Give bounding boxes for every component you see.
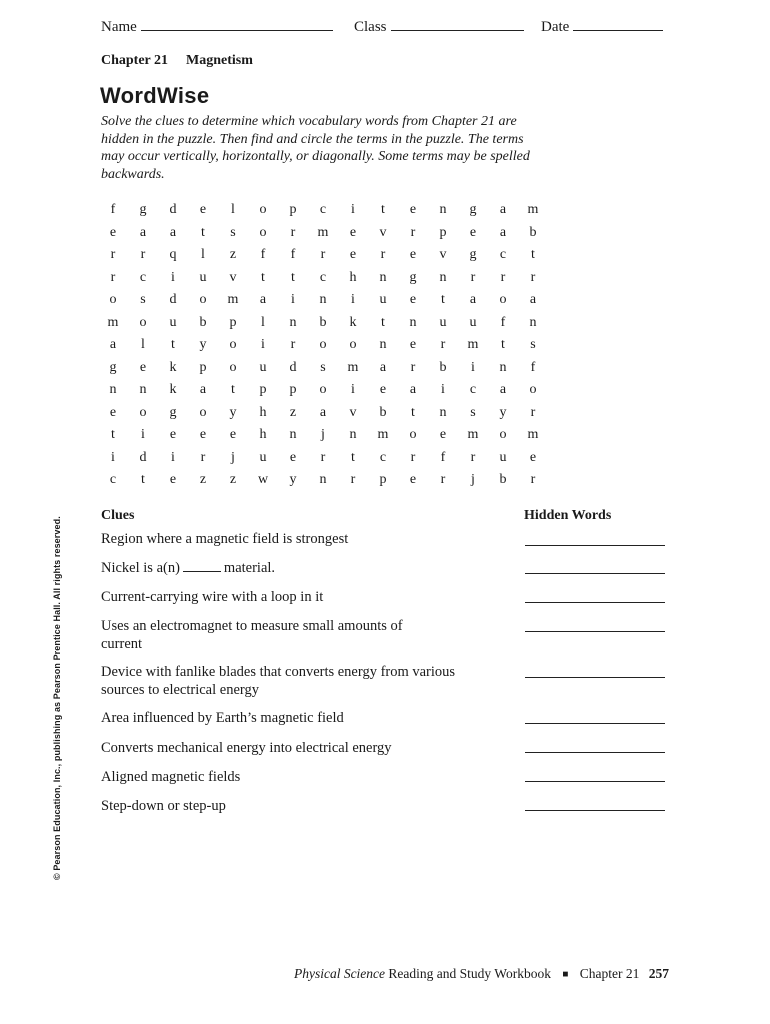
- grid-letter[interactable]: t: [501, 337, 505, 352]
- name-blank[interactable]: [141, 18, 333, 31]
- grid-letter[interactable]: e: [349, 224, 357, 240]
- grid-letter[interactable]: e: [109, 404, 117, 420]
- grid-row: [98, 469, 548, 492]
- chapter-heading: [101, 53, 253, 69]
- grid-letter[interactable]: g: [409, 269, 417, 285]
- grid-letter[interactable]: t: [381, 202, 385, 217]
- grid-letter[interactable]: t: [411, 404, 415, 420]
- grid-row: [98, 379, 548, 402]
- clue-text: Current-carrying wire with a loop in it: [101, 589, 324, 605]
- grid-letter[interactable]: o: [319, 337, 327, 352]
- grid-letter[interactable]: t: [141, 472, 145, 487]
- answer-line-8[interactable]: [525, 781, 665, 782]
- answer-line-2[interactable]: [525, 573, 665, 574]
- grid-row: [98, 424, 548, 447]
- grid-letter[interactable]: r: [290, 337, 296, 352]
- grid-letter[interactable]: c: [499, 247, 507, 262]
- class-field[interactable]: [354, 18, 524, 36]
- grid-letter[interactable]: r: [140, 247, 146, 262]
- grid-letter[interactable]: o: [199, 292, 207, 307]
- page-footer: [294, 966, 669, 982]
- grid-row: [98, 312, 548, 335]
- bullet-icon: ■: [562, 969, 569, 981]
- grid-letter[interactable]: r: [110, 247, 116, 262]
- grid-letter[interactable]: e: [109, 224, 117, 240]
- grid-letter[interactable]: u: [259, 359, 267, 375]
- grid-letter[interactable]: a: [169, 224, 177, 240]
- grid-letter[interactable]: o: [139, 314, 147, 330]
- clue-2: [101, 560, 491, 578]
- grid-letter[interactable]: e: [199, 202, 207, 217]
- clue-9: [101, 798, 491, 816]
- grid-row: [98, 289, 548, 312]
- grid-letter[interactable]: m: [527, 427, 539, 442]
- clue-6: [101, 710, 491, 728]
- grid-letter[interactable]: u: [499, 449, 507, 465]
- answer-line-1[interactable]: [525, 545, 665, 546]
- grid-letter[interactable]: i: [441, 382, 445, 397]
- grid-letter[interactable]: r: [470, 449, 476, 465]
- grid-letter[interactable]: l: [141, 337, 145, 352]
- grid-letter[interactable]: o: [229, 359, 237, 375]
- grid-letter[interactable]: h: [259, 427, 267, 442]
- grid-letter[interactable]: c: [319, 202, 327, 217]
- grid-letter[interactable]: r: [410, 359, 416, 375]
- grid-letter[interactable]: n: [139, 382, 147, 397]
- grid-letter[interactable]: g: [139, 202, 147, 217]
- grid-letter[interactable]: b: [379, 404, 387, 420]
- grid-letter[interactable]: n: [409, 314, 417, 330]
- grid-letter[interactable]: n: [319, 292, 327, 307]
- grid-letter[interactable]: s: [320, 359, 326, 375]
- grid-letter[interactable]: r: [530, 404, 536, 420]
- clues-heading: Clues: [101, 508, 135, 523]
- grid-letter[interactable]: y: [499, 404, 507, 420]
- grid-letter[interactable]: m: [377, 427, 389, 442]
- grid-letter[interactable]: r: [440, 472, 446, 487]
- grid-letter[interactable]: a: [259, 292, 267, 307]
- grid-letter[interactable]: w: [257, 472, 269, 487]
- grid-letter[interactable]: v: [229, 269, 237, 285]
- clue-text: Device with fanlike blades that converts energy from various sources to electrical energy: [101, 664, 456, 698]
- grid-letter[interactable]: b: [319, 314, 327, 330]
- grid-letter[interactable]: r: [320, 449, 326, 465]
- grid-letter[interactable]: e: [229, 427, 237, 442]
- grid-letter[interactable]: f: [260, 247, 266, 262]
- grid-letter[interactable]: r: [290, 224, 296, 240]
- grid-letter[interactable]: t: [231, 382, 235, 397]
- grid-letter[interactable]: b: [439, 359, 447, 375]
- name-label: Name: [101, 19, 137, 35]
- clue-4: [101, 618, 446, 653]
- grid-letter[interactable]: u: [439, 314, 447, 330]
- grid-letter[interactable]: i: [291, 292, 295, 307]
- footer-book-subtitle: Reading and Study Workbook: [388, 966, 551, 981]
- grid-letter[interactable]: a: [529, 292, 537, 307]
- grid-letter[interactable]: k: [169, 382, 177, 397]
- grid-letter[interactable]: n: [349, 427, 357, 442]
- grid-letter[interactable]: a: [499, 202, 507, 217]
- grid-letter[interactable]: j: [471, 472, 475, 487]
- answer-line-6[interactable]: [525, 723, 665, 724]
- grid-letter[interactable]: a: [319, 404, 327, 420]
- grid-letter[interactable]: b: [199, 314, 207, 330]
- grid-letter[interactable]: f: [500, 314, 506, 330]
- clue-7: [101, 740, 491, 758]
- grid-letter[interactable]: t: [201, 224, 205, 240]
- grid-letter[interactable]: e: [469, 224, 477, 240]
- grid-letter[interactable]: i: [171, 269, 175, 285]
- class-blank[interactable]: [391, 18, 524, 31]
- answer-line-3[interactable]: [525, 602, 665, 603]
- grid-letter[interactable]: r: [320, 247, 326, 262]
- grid-letter[interactable]: y: [229, 404, 237, 420]
- grid-letter[interactable]: z: [289, 404, 297, 420]
- grid-letter[interactable]: i: [351, 382, 355, 397]
- grid-letter[interactable]: v: [439, 247, 447, 262]
- grid-letter[interactable]: s: [530, 337, 536, 352]
- grid-row: [98, 334, 548, 357]
- grid-letter[interactable]: i: [261, 337, 265, 352]
- grid-letter[interactable]: a: [499, 224, 507, 240]
- grid-letter[interactable]: u: [199, 269, 207, 285]
- grid-letter[interactable]: k: [169, 359, 177, 375]
- date-label: Date: [541, 19, 570, 35]
- grid-letter[interactable]: e: [379, 382, 387, 397]
- name-field[interactable]: [101, 18, 333, 36]
- grid-letter[interactable]: e: [409, 337, 417, 352]
- grid-letter[interactable]: g: [469, 247, 477, 262]
- grid-letter[interactable]: o: [529, 382, 537, 397]
- grid-row: [98, 244, 548, 267]
- grid-letter[interactable]: i: [471, 359, 475, 375]
- grid-letter[interactable]: n: [379, 337, 387, 352]
- grid-letter[interactable]: e: [169, 472, 177, 487]
- grid-letter[interactable]: f: [530, 359, 536, 375]
- grid-letter[interactable]: a: [469, 292, 477, 307]
- grid-row: [98, 357, 548, 380]
- grid-letter[interactable]: u: [259, 449, 267, 465]
- grid-letter[interactable]: r: [410, 449, 416, 465]
- grid-letter[interactable]: t: [531, 247, 535, 262]
- grid-row: [98, 447, 548, 470]
- hidden-words-heading: Hidden Words: [524, 508, 612, 523]
- grid-letter[interactable]: t: [171, 337, 175, 352]
- grid-letter[interactable]: c: [109, 472, 117, 487]
- grid-letter[interactable]: e: [409, 247, 417, 262]
- grid-letter[interactable]: i: [351, 292, 355, 307]
- grid-letter[interactable]: t: [111, 427, 115, 442]
- grid-letter[interactable]: l: [261, 314, 265, 330]
- grid-letter[interactable]: u: [169, 314, 177, 330]
- grid-letter[interactable]: v: [379, 224, 387, 240]
- grid-letter[interactable]: a: [109, 337, 117, 352]
- grid-letter[interactable]: e: [409, 472, 417, 487]
- grid-letter[interactable]: e: [139, 359, 147, 375]
- grid-letter[interactable]: r: [200, 449, 206, 465]
- grid-letter[interactable]: p: [379, 472, 387, 487]
- grid-letter[interactable]: n: [289, 314, 297, 330]
- grid-letter[interactable]: e: [409, 292, 417, 307]
- grid-letter[interactable]: c: [379, 449, 387, 465]
- answer-line-5[interactable]: [525, 677, 665, 678]
- grid-letter[interactable]: s: [470, 404, 476, 420]
- grid-letter[interactable]: l: [201, 247, 205, 262]
- grid-letter[interactable]: c: [139, 269, 147, 285]
- grid-letter[interactable]: d: [169, 202, 177, 217]
- grid-letter[interactable]: d: [289, 359, 297, 375]
- grid-letter[interactable]: p: [259, 382, 267, 397]
- chapter-number: Chapter 21: [101, 53, 169, 68]
- grid-letter[interactable]: i: [111, 449, 115, 465]
- grid-letter[interactable]: o: [259, 202, 267, 217]
- grid-letter[interactable]: f: [440, 449, 446, 465]
- grid-letter[interactable]: p: [199, 359, 207, 375]
- answer-line-7[interactable]: [525, 752, 665, 753]
- grid-letter[interactable]: a: [379, 359, 387, 375]
- grid-letter[interactable]: j: [231, 449, 235, 465]
- class-label: Class: [354, 19, 387, 35]
- grid-letter[interactable]: z: [229, 247, 237, 262]
- grid-letter[interactable]: f: [110, 202, 116, 217]
- grid-letter[interactable]: z: [199, 472, 207, 487]
- grid-letter[interactable]: h: [259, 404, 267, 420]
- date-field[interactable]: [541, 18, 663, 36]
- grid-letter[interactable]: r: [530, 472, 536, 487]
- grid-letter[interactable]: g: [109, 359, 117, 375]
- grid-letter[interactable]: c: [319, 269, 327, 285]
- footer-book-title: Physical Science: [293, 966, 386, 981]
- clue-text: Step-down or step-up: [101, 798, 226, 814]
- grid-letter[interactable]: r: [440, 337, 446, 352]
- grid-letter[interactable]: v: [349, 404, 357, 420]
- grid-letter[interactable]: b: [499, 472, 507, 487]
- grid-row: [98, 199, 548, 222]
- grid-letter[interactable]: b: [529, 224, 537, 240]
- grid-letter[interactable]: m: [107, 314, 119, 330]
- footer-chapter: Chapter 21: [579, 966, 640, 981]
- grid-letter[interactable]: n: [499, 359, 507, 375]
- clue-text: Region where a magnetic field is strongest: [101, 531, 349, 547]
- grid-letter[interactable]: e: [529, 449, 537, 465]
- word-search-grid: [98, 199, 548, 492]
- grid-letter[interactable]: r: [410, 224, 416, 240]
- answer-line-9[interactable]: [525, 810, 665, 811]
- clue-text: Area influenced by Earth’s magnetic field: [101, 710, 344, 726]
- grid-letter[interactable]: n: [439, 404, 447, 420]
- grid-letter[interactable]: u: [379, 292, 387, 307]
- grid-letter[interactable]: t: [441, 292, 445, 307]
- grid-letter[interactable]: s: [230, 224, 236, 240]
- grid-letter[interactable]: g: [469, 202, 477, 217]
- grid-letter[interactable]: s: [140, 292, 146, 307]
- grid-letter[interactable]: p: [229, 314, 237, 330]
- page-title: WordWise: [100, 83, 210, 108]
- date-blank[interactable]: [573, 18, 663, 31]
- grid-letter[interactable]: o: [319, 382, 327, 397]
- fill-in-blank[interactable]: [183, 561, 221, 572]
- grid-letter[interactable]: r: [470, 269, 476, 285]
- clue-8: [101, 769, 491, 787]
- grid-letter[interactable]: f: [290, 247, 296, 262]
- grid-letter[interactable]: t: [261, 269, 265, 285]
- grid-letter[interactable]: a: [409, 382, 417, 397]
- clue-text: Converts mechanical energy into electrical energy: [101, 740, 392, 756]
- grid-letter[interactable]: o: [139, 404, 147, 420]
- grid-letter[interactable]: o: [199, 404, 207, 420]
- grid-letter[interactable]: i: [141, 427, 145, 442]
- grid-letter[interactable]: e: [169, 427, 177, 442]
- grid-letter[interactable]: o: [229, 337, 237, 352]
- grid-letter[interactable]: n: [289, 427, 297, 442]
- clue-5: [101, 664, 466, 699]
- grid-letter[interactable]: e: [439, 427, 447, 442]
- grid-letter[interactable]: r: [110, 269, 116, 285]
- grid-letter[interactable]: m: [467, 337, 479, 352]
- grid-letter[interactable]: m: [317, 224, 329, 240]
- grid-letter[interactable]: o: [499, 427, 507, 442]
- grid-letter[interactable]: m: [467, 427, 479, 442]
- answer-line-4[interactable]: [525, 631, 665, 632]
- grid-letter[interactable]: p: [289, 382, 297, 397]
- clue-text-after: material.: [223, 560, 276, 576]
- grid-letter[interactable]: d: [169, 292, 177, 307]
- chapter-topic: Magnetism: [186, 53, 253, 68]
- grid-letter[interactable]: o: [349, 337, 357, 352]
- grid-letter[interactable]: n: [439, 202, 447, 217]
- grid-letter[interactable]: k: [349, 314, 357, 330]
- grid-letter[interactable]: n: [379, 269, 387, 285]
- grid-letter[interactable]: q: [169, 247, 177, 262]
- grid-letter[interactable]: i: [351, 202, 355, 217]
- instructions: Solve the clues to determine which vocabulary words from Chapter 21 are hidden in the puzzle. Then find and circle the terms in the puzzle. The terms may occur vertically, horizontally, or diagonally. Some terms may be spelled backwards.: [101, 114, 530, 182]
- grid-letter[interactable]: y: [289, 472, 297, 487]
- grid-letter[interactable]: r: [500, 269, 506, 285]
- grid-letter[interactable]: p: [439, 224, 447, 240]
- grid-row: [98, 222, 548, 245]
- grid-letter[interactable]: p: [289, 202, 297, 217]
- grid-letter[interactable]: e: [289, 449, 297, 465]
- grid-letter[interactable]: e: [199, 427, 207, 442]
- grid-letter[interactable]: t: [351, 449, 355, 465]
- grid-row: [98, 267, 548, 290]
- grid-letter[interactable]: n: [109, 382, 117, 397]
- grid-letter[interactable]: o: [109, 292, 117, 307]
- grid-letter[interactable]: h: [349, 269, 357, 285]
- grid-letter[interactable]: n: [439, 269, 447, 285]
- grid-letter[interactable]: a: [499, 382, 507, 397]
- clue-text: Nickel is a(n): [101, 560, 180, 576]
- grid-letter[interactable]: a: [139, 224, 147, 240]
- student-info-header: [101, 18, 671, 38]
- grid-letter[interactable]: o: [499, 292, 507, 307]
- grid-letter[interactable]: y: [199, 337, 207, 352]
- grid-letter[interactable]: a: [199, 382, 207, 397]
- grid-letter[interactable]: o: [259, 224, 267, 240]
- grid-letter[interactable]: g: [169, 404, 177, 420]
- grid-letter[interactable]: r: [530, 269, 536, 285]
- grid-letter[interactable]: t: [291, 269, 295, 285]
- copyright-notice: © Pearson Education, Inc., publishing as Pearson Prentice Hall. All rights reserved.: [52, 516, 62, 880]
- grid-letter[interactable]: e: [349, 247, 357, 262]
- grid-letter[interactable]: z: [229, 472, 237, 487]
- page-number: 257: [648, 966, 669, 981]
- grid-letter[interactable]: m: [227, 292, 239, 307]
- grid-letter[interactable]: t: [381, 314, 385, 330]
- grid-letter[interactable]: m: [527, 202, 539, 217]
- grid-letter[interactable]: m: [347, 359, 359, 375]
- grid-row: [98, 402, 548, 425]
- clue-text: Uses an electromagnet to measure small amounts of current: [101, 618, 403, 652]
- grid-letter[interactable]: l: [231, 202, 235, 217]
- clue-text: Aligned magnetic fields: [101, 769, 241, 785]
- grid-letter[interactable]: n: [319, 472, 327, 487]
- grid-letter[interactable]: e: [409, 202, 417, 217]
- grid-letter[interactable]: r: [350, 472, 356, 487]
- grid-letter[interactable]: j: [321, 427, 325, 442]
- grid-letter[interactable]: n: [529, 314, 537, 330]
- clue-1: [101, 531, 491, 549]
- grid-letter[interactable]: c: [469, 382, 477, 397]
- clue-3: [101, 589, 491, 607]
- grid-letter[interactable]: i: [171, 449, 175, 465]
- grid-letter[interactable]: o: [409, 427, 417, 442]
- grid-letter[interactable]: d: [139, 449, 147, 465]
- grid-letter[interactable]: r: [380, 247, 386, 262]
- grid-letter[interactable]: u: [469, 314, 477, 330]
